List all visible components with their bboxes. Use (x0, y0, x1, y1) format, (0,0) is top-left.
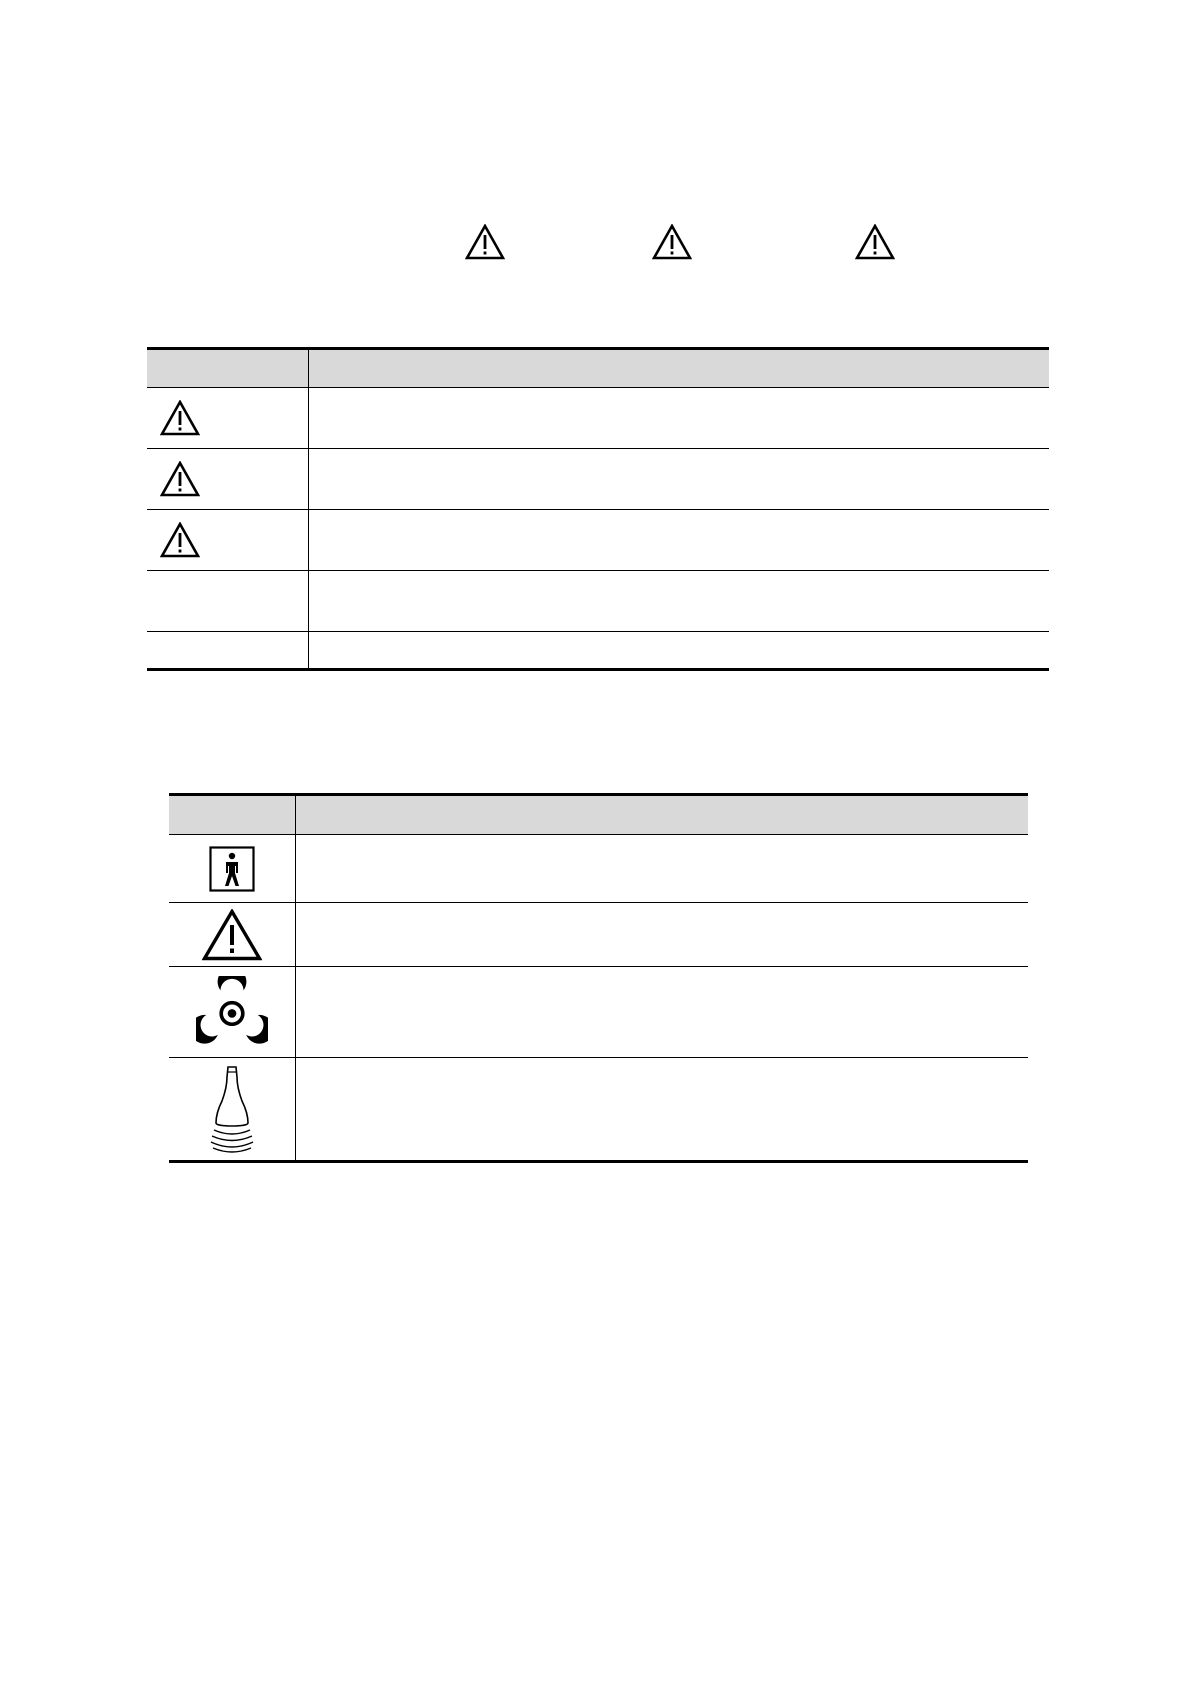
warning-triangle-icon (465, 224, 505, 260)
symbol-cell (147, 449, 308, 510)
warning-triangle-icon (652, 224, 692, 260)
warning-triangle-icon (160, 461, 200, 497)
warning-triangle-icon (855, 224, 895, 260)
header-cell-symbol (169, 795, 295, 835)
meaning-cell (308, 571, 1049, 632)
header-cell-symbol (147, 349, 308, 388)
table-row (147, 510, 1049, 571)
symbol-cell (147, 632, 308, 670)
symbol-cell (169, 835, 295, 903)
meaning-cell (308, 449, 1049, 510)
biohazard-icon (196, 976, 268, 1048)
description-cell (295, 1058, 1028, 1162)
table-row (147, 632, 1049, 670)
warning-triangle-icon (160, 400, 200, 436)
symbol-cell (169, 1058, 295, 1162)
table-row (169, 903, 1028, 967)
description-cell (295, 835, 1028, 903)
warning-triangle-icon (160, 522, 200, 558)
table-row (169, 1058, 1028, 1162)
safety-signal-table (147, 347, 1049, 671)
table-row (147, 571, 1049, 632)
table-row (147, 388, 1049, 449)
symbol-table (169, 793, 1028, 1163)
symbol-cell (147, 571, 308, 632)
meaning-cell (308, 388, 1049, 449)
general-warning-icon (202, 909, 262, 961)
symbol-cell (169, 903, 295, 967)
meaning-cell (308, 632, 1049, 670)
ultrasound-probe-icon (204, 1063, 260, 1155)
type-bf-applied-part-icon (209, 846, 255, 892)
header-cell-description (295, 795, 1028, 835)
symbol-cell (147, 388, 308, 449)
symbol-cell (147, 510, 308, 571)
table-row (169, 967, 1028, 1058)
header-cell-meaning (308, 349, 1049, 388)
table-header-row (169, 795, 1028, 835)
meaning-cell (308, 510, 1049, 571)
table-row (169, 835, 1028, 903)
table-header-row (147, 349, 1049, 388)
description-cell (295, 967, 1028, 1058)
description-cell (295, 903, 1028, 967)
symbol-cell (169, 967, 295, 1058)
table-row (147, 449, 1049, 510)
